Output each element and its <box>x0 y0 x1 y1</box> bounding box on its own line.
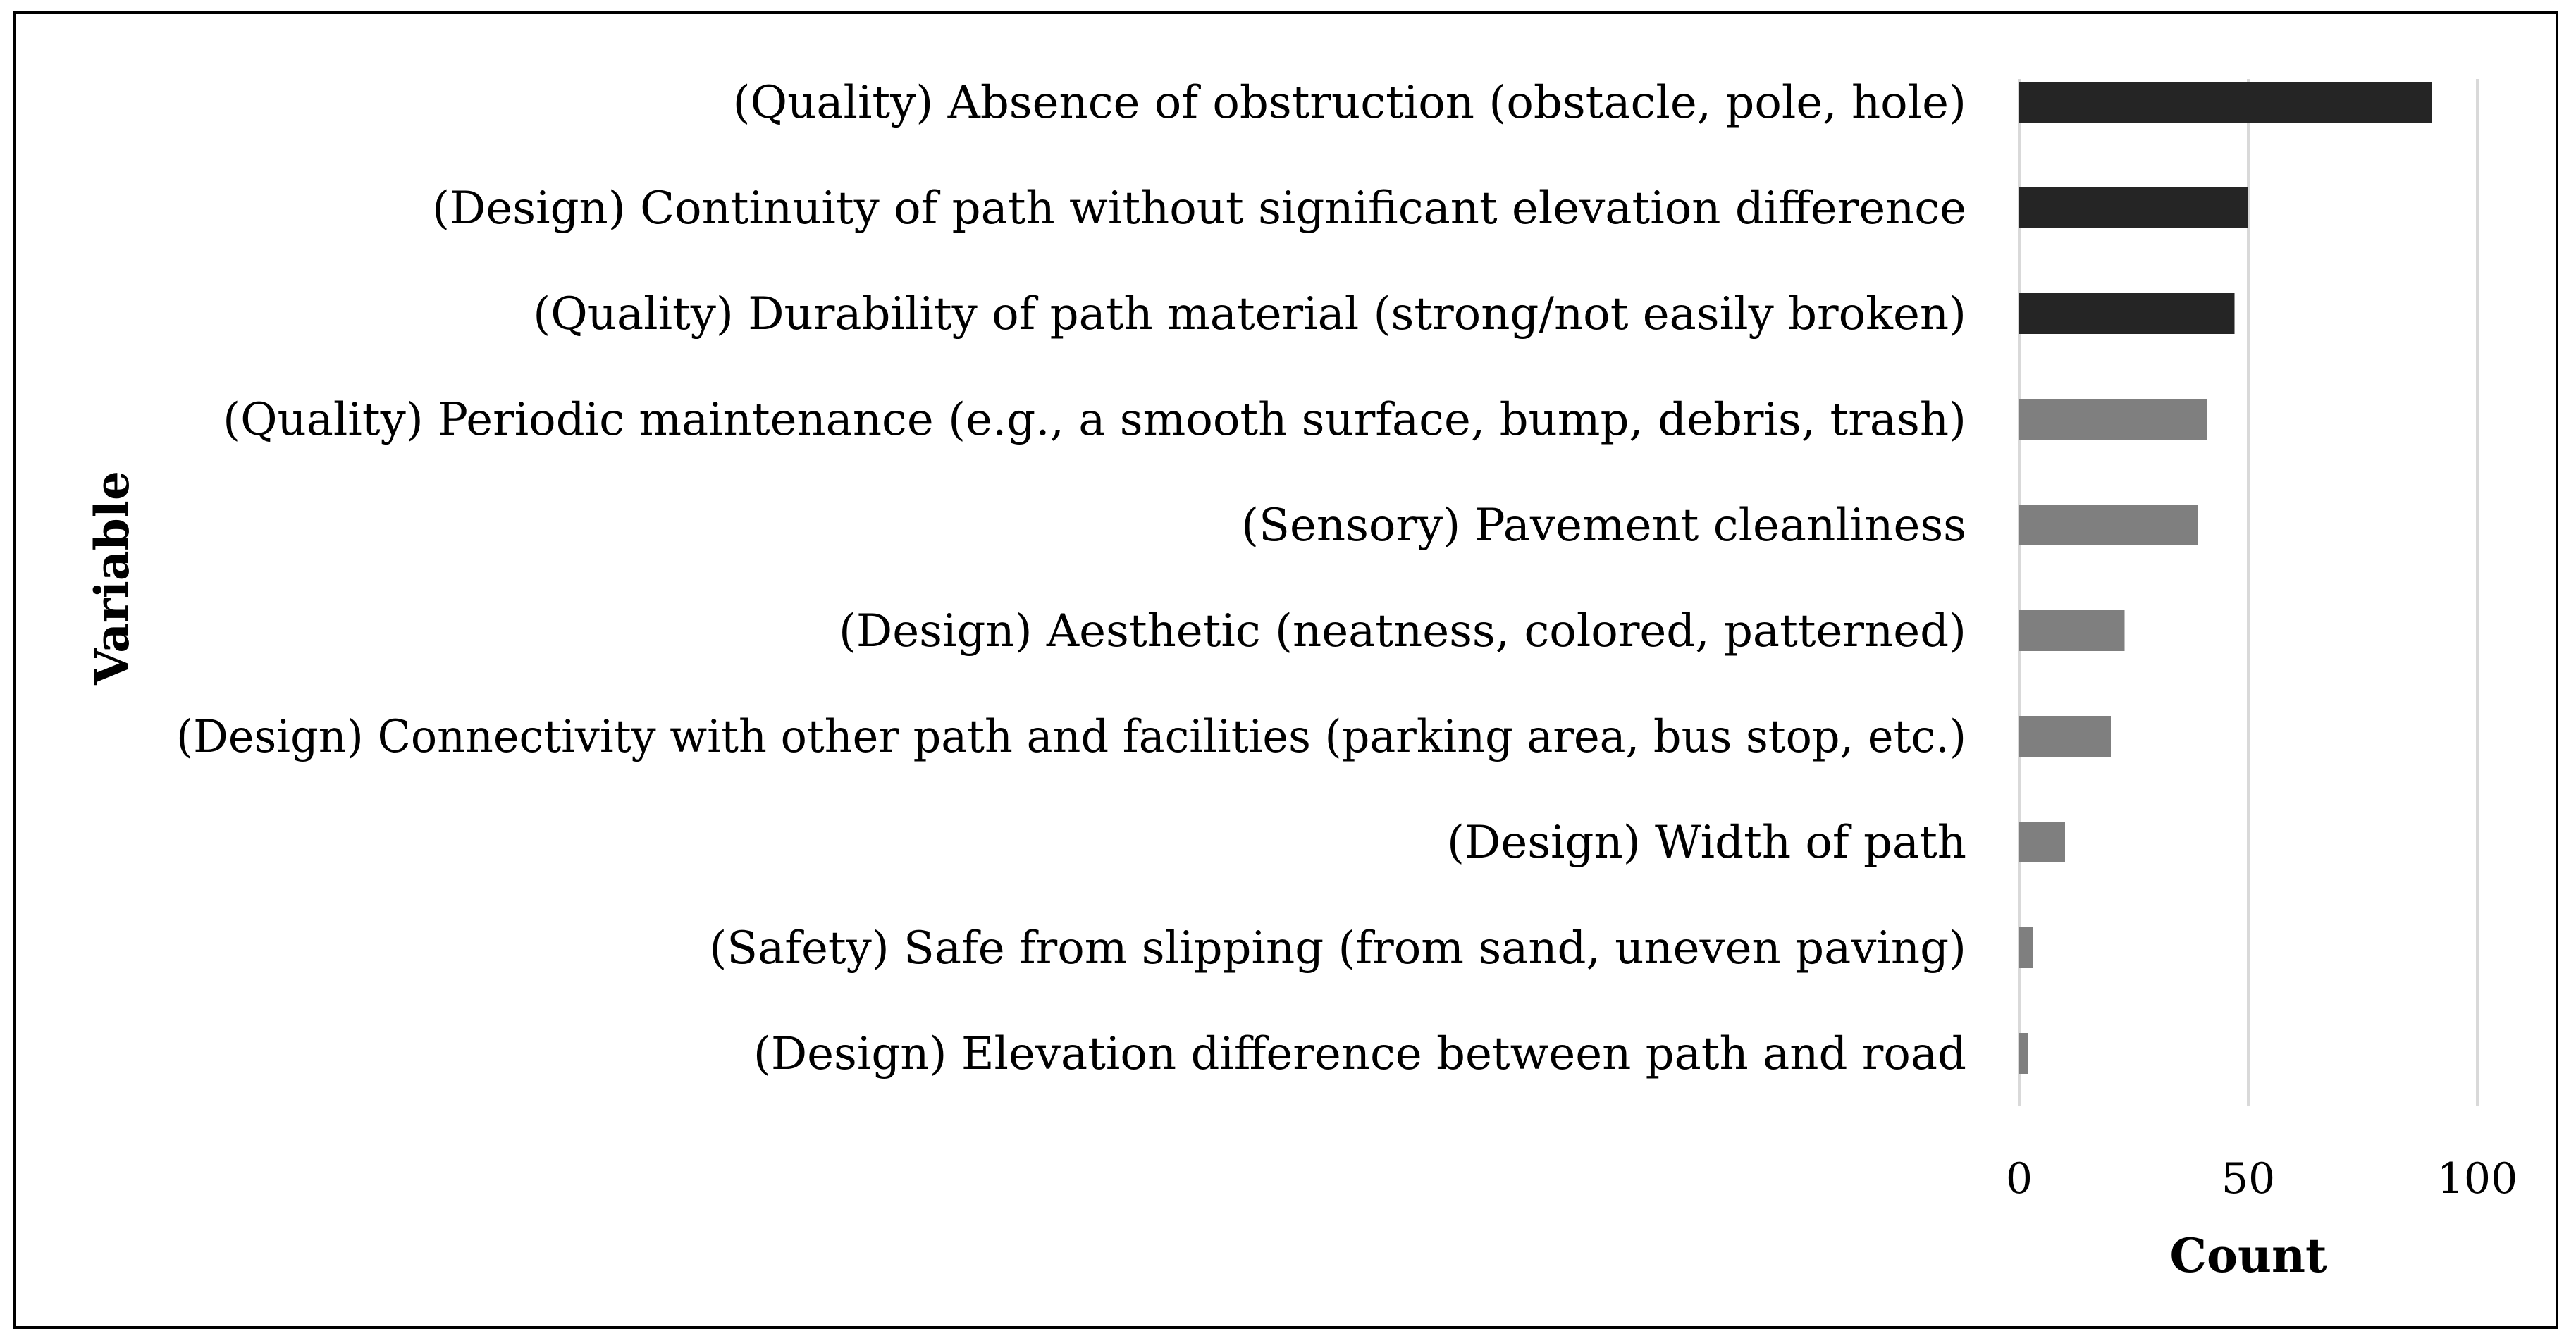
bar <box>2019 1033 2028 1074</box>
x-axis-title: Count <box>2169 1228 2327 1283</box>
category-label: (Sensory) Pavement cleanliness <box>1241 500 1966 552</box>
category-label: (Quality) Periodic maintenance (e.g., a smooth surface, bump, debris, trash) <box>223 394 1966 446</box>
x-tick-label: 50 <box>2221 1154 2276 1203</box>
bar <box>2019 822 2065 862</box>
y-axis-title: Variable <box>85 471 140 685</box>
bar <box>2019 82 2432 123</box>
category-label: (Design) Aesthetic (neatness, colored, patterned) <box>838 605 1966 657</box>
category-label: (Design) Connectivity with other path and facilities (parking area, bus stop, etc.) <box>176 711 1966 763</box>
gridlines <box>2019 79 2477 1106</box>
x-tick-labels <box>2006 1154 2518 1203</box>
category-label: (Design) Elevation difference between path and road <box>753 1028 1966 1080</box>
category-label: (Safety) Safe from slipping (from sand, uneven paving) <box>709 922 1966 974</box>
bar <box>2019 187 2248 228</box>
category-label: (Quality) Absence of obstruction (obstacle, pole, hole) <box>732 77 1966 129</box>
category-label: (Quality) Durability of path material (strong/not easily broken) <box>533 288 1966 340</box>
category-label: (Design) Continuity of path without significant elevation difference <box>432 182 1966 235</box>
bar <box>2019 399 2207 440</box>
bar <box>2019 505 2198 545</box>
bar <box>2019 927 2033 968</box>
category-labels <box>176 77 1966 1080</box>
x-tick-label: 0 <box>2005 1154 2033 1203</box>
x-tick-label: 100 <box>2436 1154 2518 1203</box>
bar <box>2019 716 2111 757</box>
bar <box>2019 610 2125 651</box>
category-label: (Design) Width of path <box>1447 817 1966 869</box>
bar <box>2019 293 2235 334</box>
bars <box>2019 82 2432 1074</box>
